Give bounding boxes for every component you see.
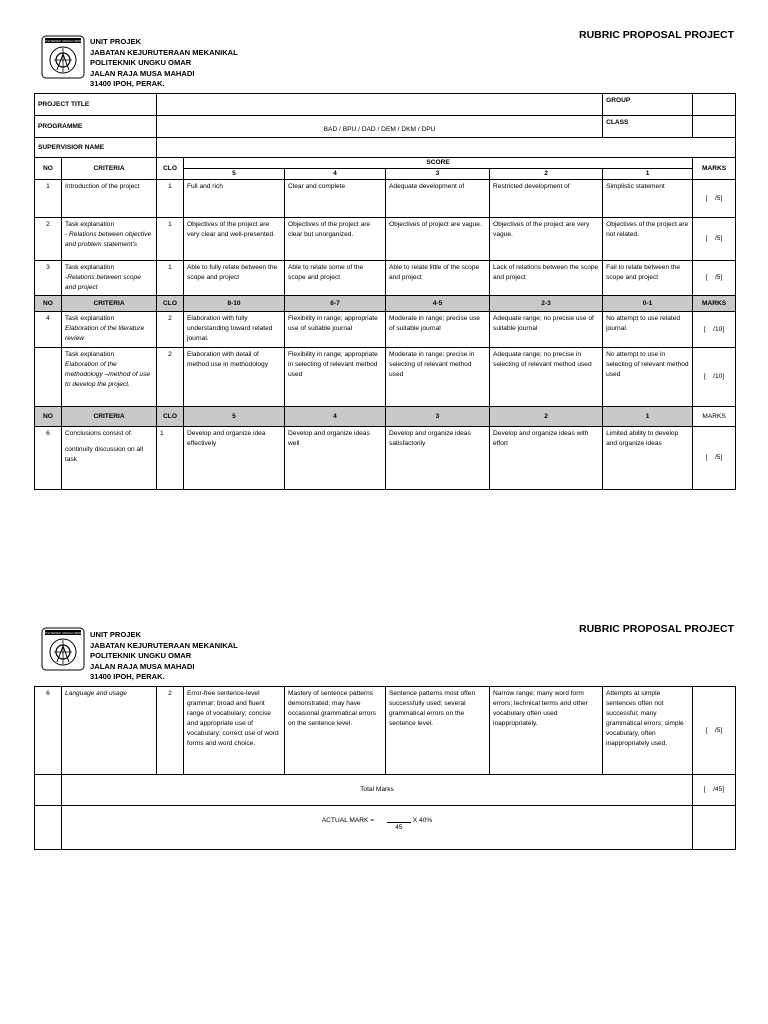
score-desc: Sentence patterns most often successfully used; several grammatical errors on the sentence level.: [386, 687, 490, 775]
blank-cell: [35, 775, 62, 806]
score-band: 0-1: [603, 296, 693, 312]
score-desc: Restricted development of: [490, 180, 603, 218]
score-desc: Flexibility in range; appropriate use of suitable journal: [285, 312, 386, 348]
address-line: JABATAN KEJURUTERAAN MEKANIKAL: [90, 47, 238, 57]
score-desc: Develop and organize ideas well: [285, 427, 386, 490]
total-row: [35, 775, 736, 806]
score-band: 5: [184, 407, 285, 427]
row-marks[interactable]: [ /10]: [693, 348, 736, 407]
rubric-row: [35, 687, 736, 775]
class-label: CLASS: [603, 116, 693, 138]
score-band: 6-7: [285, 296, 386, 312]
institution-address: [90, 630, 238, 683]
score-desc: No attempt to use in selecting of relevant method used: [603, 348, 693, 407]
score-band: 2: [490, 407, 603, 427]
rubric-title: RUBRIC PROPOSAL PROJECT: [579, 29, 734, 41]
score-desc: Lack of relations between the scope and project: [490, 261, 603, 296]
row-clo: 2: [157, 312, 184, 348]
programme-label: PROGRAMME: [35, 116, 157, 138]
group-label: GROUP: [603, 94, 693, 116]
score-desc: Develop and organize ideas satisfactorily: [386, 427, 490, 490]
score-desc: Able to fully relate between the scope and project: [184, 261, 285, 296]
address-line: UNIT PROJEK: [90, 630, 142, 639]
row-no: 6: [35, 427, 62, 490]
row-marks[interactable]: [ /10]: [693, 312, 736, 348]
address-line: POLITEKNIK UNGKU OMAR: [90, 651, 192, 660]
score-band: 1: [603, 169, 693, 180]
svg-text:POLITEKNIK UNGKU OMAR: POLITEKNIK UNGKU OMAR: [43, 631, 83, 635]
score-desc: Objectives of the project are clear but unorganized.: [285, 218, 386, 261]
score-desc: Attempts at simple sentences often not successful; many grammatical errors; simple vocabulary, often inappropriately used.: [603, 687, 693, 775]
header-marks: MARKS: [693, 158, 736, 180]
address-line: JALAN RAJA MUSA MAHADI: [90, 68, 195, 78]
rubric-table-continued: [34, 686, 736, 850]
score-desc: Objectives of the project are very clear and well-presented.: [184, 218, 285, 261]
score-desc: Clear and complete: [285, 180, 386, 218]
score-band: 5: [184, 169, 285, 180]
score-band: 2: [490, 169, 603, 180]
score-desc: Limited ability to develop and organize ideas: [603, 427, 693, 490]
multiplier: X 40%: [412, 817, 433, 824]
address-line: POLITEKNIK UNGKU OMAR: [90, 58, 192, 67]
score-desc: Objectives of the project are not related.: [603, 218, 693, 261]
row-no: 2: [35, 218, 62, 261]
score-band: 3: [386, 407, 490, 427]
row-criteria: Introduction of the project: [62, 180, 157, 218]
score-desc: Moderate in range; precise in selecting of relevant method used: [386, 348, 490, 407]
score-band: 1: [603, 407, 693, 427]
header-score: SCORE: [184, 158, 693, 169]
supervisor-label: SUPERVISIOR NAME: [35, 138, 157, 158]
score-desc: Adequate development of: [386, 180, 490, 218]
score-desc: Adequate range; no precise use of suitable journal: [490, 312, 603, 348]
score-desc: Simplistic statement: [603, 180, 693, 218]
institution-logo: [40, 626, 86, 672]
header-criteria: CRITERIA: [62, 158, 157, 180]
score-desc: Develop and organize ideas with effort: [490, 427, 603, 490]
header-no: NO: [35, 407, 62, 427]
total-marks-value[interactable]: [ /45]: [693, 775, 736, 806]
header-clo: CLO: [157, 158, 184, 180]
header-no: NO: [35, 158, 62, 180]
score-band: 4: [285, 407, 386, 427]
row-no: 3: [35, 261, 62, 296]
project-title-label: PROJECT TITLE: [35, 94, 157, 116]
score-desc: Able to relate some of the scope and project: [285, 261, 386, 296]
score-desc: Full and rich: [184, 180, 285, 218]
row-criteria: Conclusions consist of: continuity discussion on all task: [62, 427, 157, 490]
score-band: 2-3: [490, 296, 603, 312]
row-criteria: Task explanation -Relations between scope and project: [62, 261, 157, 296]
blank-cell: [35, 806, 62, 850]
score-desc: Elaboration with fully understanding toward related journal.: [184, 312, 285, 348]
row-criteria: Task explanation - Relations between objective and problem statement's: [62, 218, 157, 261]
score-desc: Able to relate little of the scope and project: [386, 261, 490, 296]
numerator-blank[interactable]: [387, 816, 411, 823]
total-marks-label: Total Marks: [62, 775, 693, 806]
address-line: 31400 IPOH, PERAK.: [90, 672, 165, 681]
row-criteria: Task explanation Elaboration of the methodology –method of use to develop the project.: [62, 348, 157, 407]
row-marks[interactable]: [ /5]: [693, 218, 736, 261]
row-criteria: Task explanation Elaboration of the literature review: [62, 312, 157, 348]
row-criteria: Language and usage: [62, 687, 157, 775]
score-band: 8-10: [184, 296, 285, 312]
score-desc: Narrow range; many word form errors; technical terms and other vocabulary often used inappropriately.: [490, 687, 603, 775]
address-line: 31400 IPOH, PERAK.: [90, 79, 165, 88]
row-clo: 1: [157, 427, 184, 490]
score-desc: Mastery of sentence patterns demonstrated; may have occasional grammatical errors on the sentence level.: [285, 687, 386, 775]
row-clo: 2: [157, 348, 184, 407]
row-marks[interactable]: [ /5]: [693, 261, 736, 296]
row-no: 6: [35, 687, 62, 775]
denominator: 45: [395, 824, 403, 831]
row-marks[interactable]: [ /5]: [693, 180, 736, 218]
row-no: 4: [35, 312, 62, 348]
header-criteria: CRITERIA: [62, 296, 157, 312]
row-clo: 2: [157, 687, 184, 775]
actual-mark-value[interactable]: [693, 806, 736, 850]
header-clo: CLO: [157, 296, 184, 312]
row-clo: 1: [157, 180, 184, 218]
address-line: JABATAN KEJURUTERAAN MEKANIKAL: [90, 640, 238, 650]
score-desc: Adequate range; no precise in selecting of relevant method used: [490, 348, 603, 407]
score-desc: Fail to relate between the scope and project: [603, 261, 693, 296]
score-desc: Flexibility in range; appropriate in selecting of relevant method used: [285, 348, 386, 407]
actual-mark-formula: [62, 806, 693, 850]
header-criteria: CRITERIA: [62, 407, 157, 427]
score-desc: Objectives of the project are very vague.: [490, 218, 603, 261]
actual-mark-row: [35, 806, 736, 850]
row-clo: 1: [157, 261, 184, 296]
score-desc: Error-free sentence-level grammar; broad and fluent range of vocabulary; concise and appropriate use of vocabulary; correct use of word forms and word choice.: [184, 687, 285, 775]
score-desc: No attempt to use related journal.: [603, 312, 693, 348]
score-desc: Objectives of project are vague.: [386, 218, 490, 261]
row-marks[interactable]: [ /5]: [693, 427, 736, 490]
actual-mark-fraction: [387, 816, 411, 833]
score-desc: Elaboration with detail of method use in methodology: [184, 348, 285, 407]
actual-mark-label: ACTUAL MARK =: [321, 817, 375, 824]
score-band: 4-5: [386, 296, 490, 312]
header-marks: MARKS: [693, 296, 736, 312]
header-clo: CLO: [157, 407, 184, 427]
rubric-title: RUBRIC PROPOSAL PROJECT: [579, 623, 734, 635]
address-line: UNIT PROJEK: [90, 37, 142, 46]
row-clo: 1: [157, 218, 184, 261]
score-band: 4: [285, 169, 386, 180]
row-marks[interactable]: [ /5]: [693, 687, 736, 775]
row-no: 1: [35, 180, 62, 218]
score-desc: Develop and organize idea effectively: [184, 427, 285, 490]
address-line: JALAN RAJA MUSA MAHADI: [90, 661, 195, 671]
score-desc: Moderate in range; precise use of suitable journal: [386, 312, 490, 348]
header-marks: MARKS: [693, 407, 736, 427]
programme-options[interactable]: BAD / BPU / DAD / DEM / DKM / DPU: [157, 116, 603, 138]
score-band: 3: [386, 169, 490, 180]
svg-text:POLITEKNIK UNGKU OMAR: POLITEKNIK UNGKU OMAR: [43, 39, 83, 43]
header-no: NO: [35, 296, 62, 312]
